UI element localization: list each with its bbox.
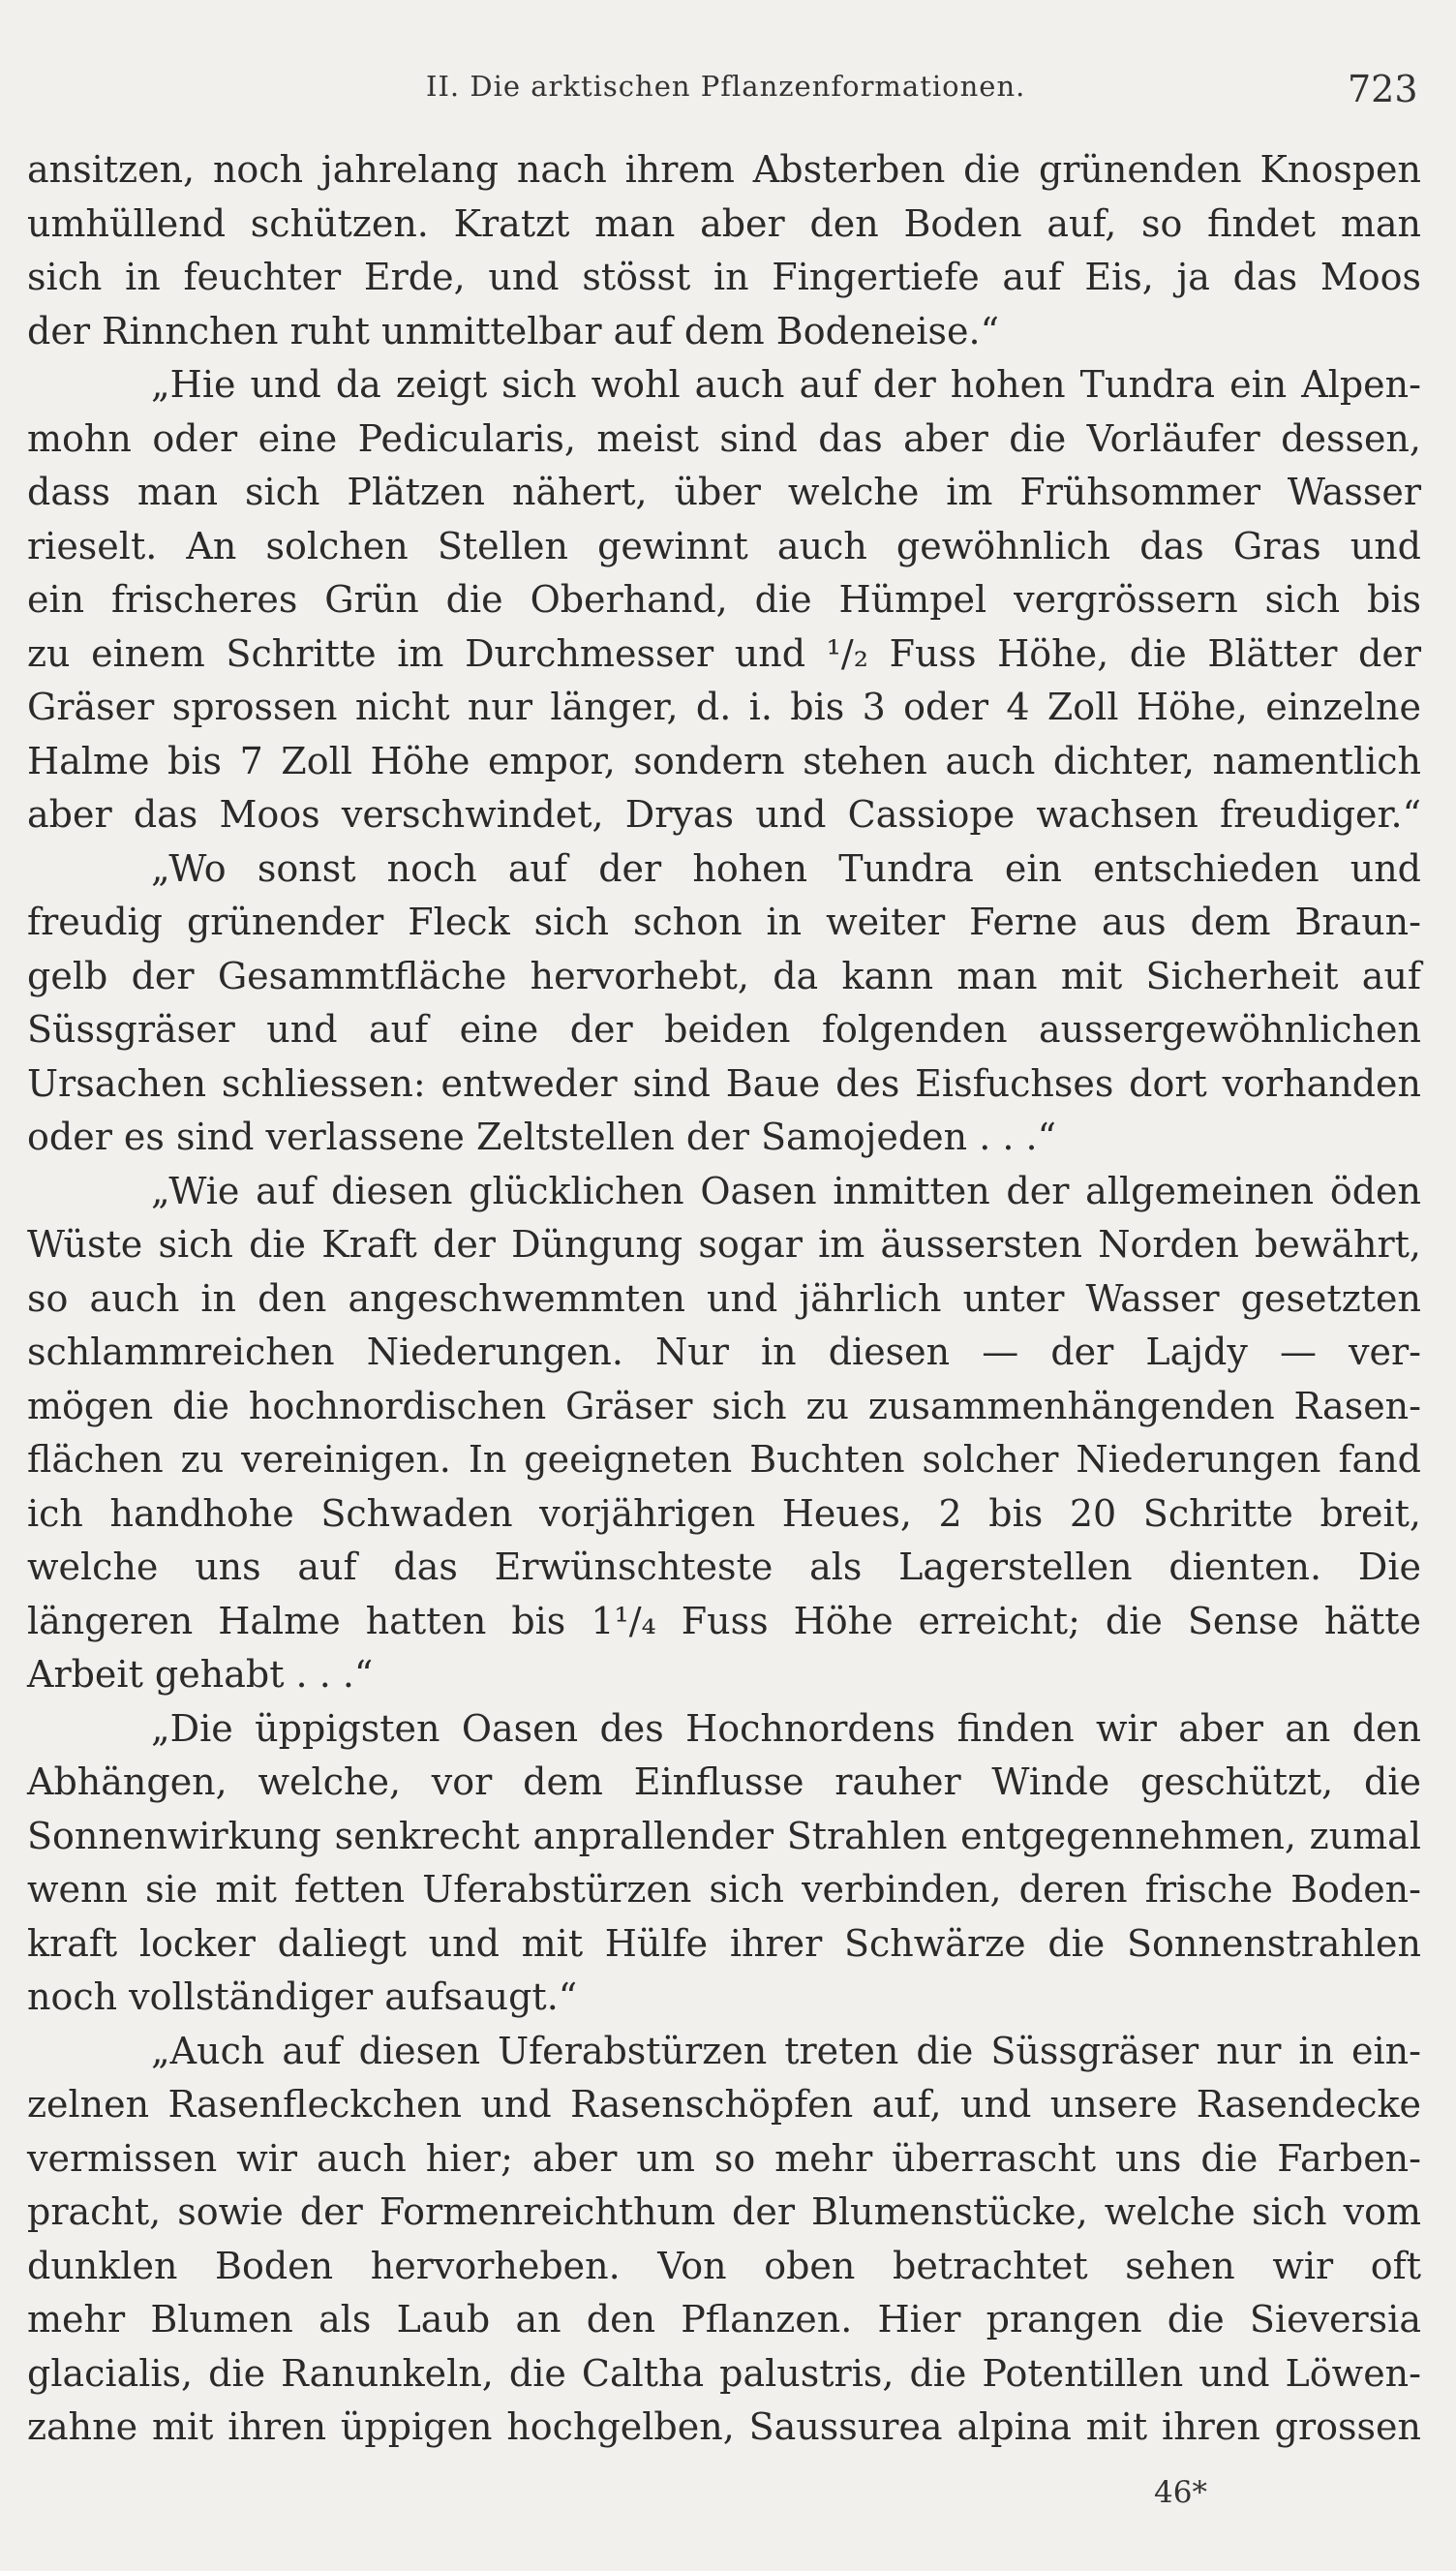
text-line: mehr Blumen als Laub an den Pflanzen. Hier prangen die Sieversia bbox=[27, 2298, 1421, 2341]
text-line: oder es sind verlassene Zeltstellen der Samojeden . . .“ bbox=[27, 1116, 1057, 1158]
text-line: ansitzen, noch jahrelang nach ihrem Absterben die grünenden Knospen bbox=[27, 148, 1421, 191]
text-line: wenn sie mit fetten Uferabstürzen sich verbinden, deren frische Boden- bbox=[27, 1868, 1421, 1911]
text-line: flächen zu vereinigen. In geeigneten Buchten solcher Niederungen fand bbox=[27, 1438, 1421, 1481]
page-number: 723 bbox=[1348, 68, 1418, 110]
text-line: Wüste sich die Kraft der Düngung sogar im äussersten Norden bewährt, bbox=[27, 1223, 1421, 1266]
text-line: ein frischeres Grün die Oberhand, die Hümpel vergrössern sich bis bbox=[27, 578, 1421, 621]
text-line: sich in feuchter Erde, und stösst in Fingertiefe auf Eis, ja das Moos bbox=[27, 256, 1421, 298]
text-line: kraft locker daliegt und mit Hülfe ihrer Schwärze die Sonnenstrahlen bbox=[27, 1921, 1421, 1965]
text-line: Arbeit gehabt . . .“ bbox=[27, 1653, 374, 1696]
text-line: aber das Moos verschwindet, Dryas und Cassiope wachsen freudiger.“ bbox=[27, 793, 1421, 836]
text-line: so auch in den angeschwemmten und jährlich unter Wasser gesetzten bbox=[27, 1276, 1421, 1320]
text-line: dass man sich Plätzen nähert, über welche im Frühsommer Wasser bbox=[27, 471, 1421, 513]
text-line: „Auch auf diesen Uferabstürzen treten die Süssgräser nur in ein- bbox=[151, 2029, 1421, 2072]
text-line: zu einem Schritte im Durchmesser und ¹/₂ Fuss Höhe, die Blätter der bbox=[27, 631, 1421, 675]
text-line: welche uns auf das Erwünschteste als Lagerstellen dienten. Die bbox=[27, 1546, 1421, 1588]
text-line: dunklen Boden hervorheben. Von oben betrachtet sehen wir oft bbox=[27, 2244, 1421, 2287]
text-line: glacialis, die Ranunkeln, die Caltha palustris, die Potentillen und Löwen- bbox=[27, 2351, 1421, 2395]
text-line: vermissen wir auch hier; aber um so mehr überrascht uns die Farben- bbox=[27, 2136, 1421, 2180]
text-line: noch vollständiger aufsaugt.“ bbox=[27, 1975, 578, 2018]
text-line: freudig grünender Fleck sich schon in weiter Ferne aus dem Braun- bbox=[27, 901, 1421, 943]
text-line: gelb der Gesammtfläche hervorhebt, da kann man mit Sicherheit auf bbox=[27, 954, 1421, 997]
text-line: Gräser sprossen nicht nur länger, d. i. bis 3 oder 4 Zoll Höhe, einzelne bbox=[27, 686, 1421, 728]
text-line: „Die üppigsten Oasen des Hochnordens finden wir aber an den bbox=[151, 1706, 1421, 1750]
text-line: „Wie auf diesen glücklichen Oasen inmitten der allgemeinen öden bbox=[151, 1169, 1421, 1212]
text-line: rieselt. An solchen Stellen gewinnt auch gewöhnlich das Gras und bbox=[27, 524, 1421, 567]
text-line: längeren Halme hatten bis 1¹/₄ Fuss Höhe erreicht; die Sense hätte bbox=[27, 1599, 1421, 1642]
body-text bbox=[27, 143, 1421, 2455]
text-line: Halme bis 7 Zoll Höhe empor, sondern stehen auch dichter, namentlich bbox=[27, 739, 1421, 782]
text-line: „Hie und da zeigt sich wohl auch auf der hohen Tundra ein Alpen- bbox=[151, 363, 1421, 406]
signature-mark: 46* bbox=[1154, 2475, 1207, 2510]
text-line: ich handhohe Schwaden vorjährigen Heues, 2 bis 20 Schritte breit, bbox=[27, 1491, 1421, 1535]
text-line: zelnen Rasenfleckchen und Rasenschöpfen auf, und unsere Rasendecke bbox=[27, 2083, 1421, 2126]
text-line: pracht, sowie der Formenreichthum der Blumenstücke, welche sich vom bbox=[27, 2190, 1421, 2233]
text-line: Sonnenwirkung senkrecht anprallender Strahlen entgegennehmen, zumal bbox=[27, 1814, 1421, 1857]
text-line: Ursachen schliessen: entweder sind Baue des Eisfuchses dort vorhanden bbox=[27, 1061, 1421, 1105]
text-line: umhüllend schützen. Kratzt man aber den Boden auf, so findet man bbox=[27, 201, 1421, 245]
text-line: mögen die hochnordischen Gräser sich zu zusammenhängenden Rasen- bbox=[27, 1384, 1421, 1427]
text-line: Abhängen, welche, vor dem Einflusse rauher Winde geschützt, die bbox=[27, 1760, 1421, 1803]
text-line: „Wo sonst noch auf der hohen Tundra ein entschieden und bbox=[151, 846, 1421, 890]
text-line: mohn oder eine Pedicularis, meist sind das aber die Vorläufer dessen, bbox=[27, 416, 1421, 460]
text-line: zahne mit ihren üppigen hochgelben, Saussurea alpina mit ihren grossen bbox=[27, 2405, 1421, 2448]
text-line: schlammreichen Niederungen. Nur in diesen — der Lajdy — ver- bbox=[27, 1331, 1421, 1373]
text-line: Süssgräser und auf eine der beiden folgenden aussergewöhnlichen bbox=[27, 1008, 1421, 1051]
text-line: der Rinnchen ruht unmittelbar auf dem Bodeneise.“ bbox=[27, 309, 999, 352]
running-title: II. Die arktischen Pflanzenformationen. bbox=[426, 70, 1026, 103]
